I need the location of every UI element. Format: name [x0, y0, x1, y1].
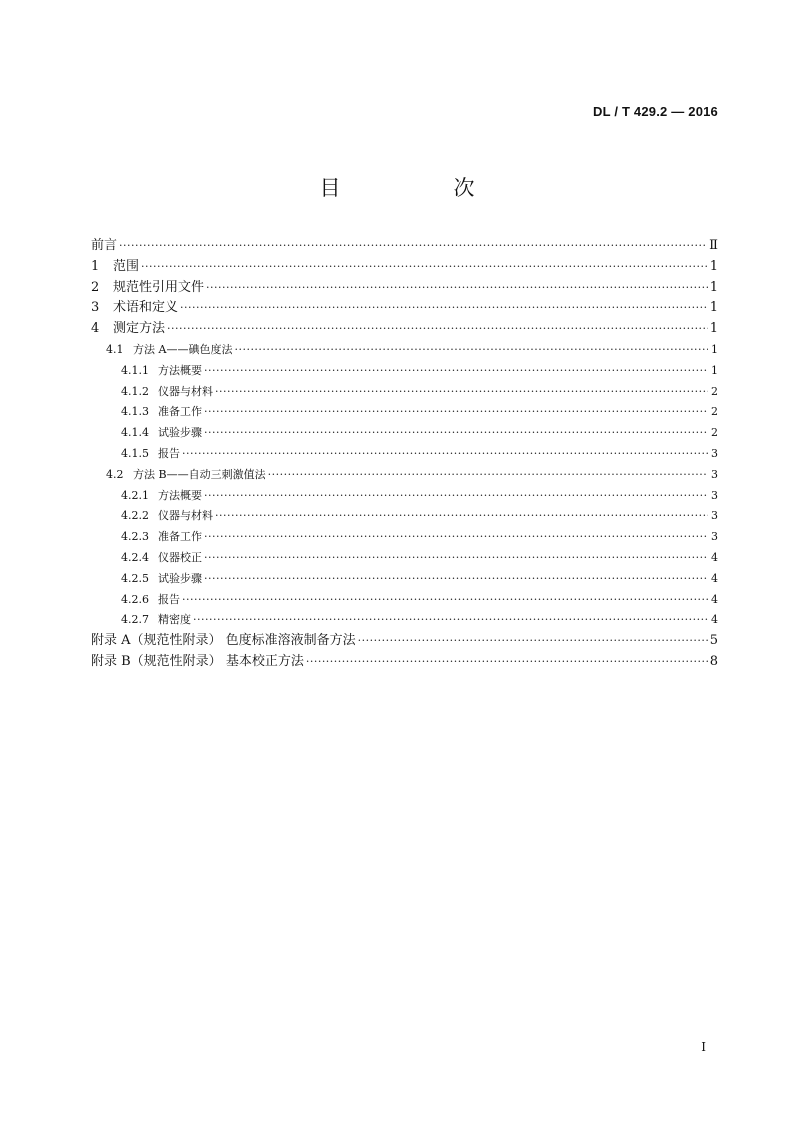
dot-leader — [204, 402, 708, 423]
toc-entry[interactable] — [91, 236, 718, 257]
toc-entry-page: 2 — [711, 426, 718, 440]
dot-leader — [204, 486, 708, 507]
dot-leader — [193, 610, 708, 631]
toc-entry-label: 方法概要 — [158, 488, 202, 502]
dot-leader — [141, 257, 708, 278]
toc-entry[interactable] — [91, 423, 718, 444]
toc-entry[interactable] — [91, 340, 718, 361]
page-number: I — [701, 1040, 706, 1054]
toc-entry[interactable] — [91, 257, 718, 278]
toc-entry-page: 1 — [709, 300, 718, 316]
dot-leader — [204, 361, 708, 382]
toc-entry-label: 仪器校正 — [158, 550, 202, 564]
toc-entry-label: 方法 B——自动三刺激值法 — [133, 467, 266, 481]
toc-entry-number: 1 — [91, 258, 100, 274]
dot-leader — [204, 423, 708, 444]
toc-entry-page: 8 — [709, 653, 718, 669]
toc-entry-label: 仪器与材料 — [158, 509, 213, 523]
toc-entry[interactable] — [91, 298, 718, 319]
toc-entry-page: 1 — [709, 279, 718, 295]
toc-entry-number: 4.2.2 — [121, 509, 149, 523]
dot-leader — [206, 278, 708, 299]
toc-entry-number: 4.1.1 — [121, 363, 149, 377]
toc-entry[interactable] — [91, 382, 718, 403]
toc-entry-label: 方法概要 — [158, 363, 202, 377]
dot-leader — [215, 382, 708, 403]
toc-entry-label: 前言 — [91, 238, 118, 253]
toc-entry-number: 4.1.4 — [121, 426, 149, 440]
toc-entry-label: 仪器与材料 — [158, 384, 213, 398]
toc-entry-label: 报告 — [158, 446, 180, 460]
toc-entry-page: 4 — [711, 550, 718, 564]
toc-entry-number: 4.2.7 — [121, 613, 149, 627]
dot-leader — [182, 444, 708, 465]
toc-entry-number: 4 — [91, 321, 100, 337]
toc-entry-number: 4.2.4 — [121, 550, 149, 564]
toc-entry-number: 4.1.5 — [121, 446, 149, 460]
toc-entry-page: 4 — [711, 613, 718, 627]
toc-entry-label: 规范性引用文件 — [113, 279, 205, 295]
toc-entry-label: 测定方法 — [113, 321, 166, 337]
toc-entry[interactable] — [91, 610, 718, 631]
toc-entry-page: 2 — [711, 384, 718, 398]
toc-entry[interactable] — [91, 402, 718, 423]
toc-entry[interactable] — [91, 548, 718, 569]
toc-entry-label: 报告 — [158, 592, 180, 606]
toc-entry-page: 1 — [709, 321, 718, 337]
toc-entry-number: 4.2.5 — [121, 571, 149, 585]
dot-leader — [182, 590, 708, 611]
table-of-contents — [91, 236, 718, 673]
dot-leader — [204, 527, 708, 548]
page-title: 目 次 — [319, 176, 521, 200]
toc-entry-page: 3 — [711, 530, 718, 544]
toc-entry-label: 范围 — [113, 258, 140, 274]
standard-code: DL / T 429.2 — 2016 — [593, 104, 718, 119]
dot-leader — [268, 465, 708, 486]
dot-leader — [306, 652, 708, 673]
dot-leader — [234, 340, 708, 361]
toc-entry-label: 准备工作 — [158, 530, 202, 544]
toc-entry[interactable] — [91, 652, 718, 673]
toc-entry-page: 4 — [711, 592, 718, 606]
toc-entry-number: 4.1.2 — [121, 384, 149, 398]
toc-entry-page: 1 — [711, 363, 718, 377]
toc-entry[interactable] — [91, 527, 718, 548]
toc-entry-label: 方法 A——碘色度法 — [133, 342, 233, 356]
dot-leader — [358, 631, 708, 652]
toc-entry-number: 4.1 — [106, 342, 124, 356]
toc-entry-page: 3 — [711, 509, 718, 523]
dot-leader — [204, 569, 708, 590]
dot-leader — [215, 506, 708, 527]
toc-entry-number: 4.2.6 — [121, 592, 149, 606]
toc-entry-page: 3 — [711, 488, 718, 502]
toc-entry-page: 5 — [709, 633, 718, 649]
toc-entry-label: 试验步骤 — [158, 571, 202, 585]
toc-entry-page: 2 — [711, 405, 718, 419]
toc-entry[interactable] — [91, 444, 718, 465]
dot-leader — [204, 548, 708, 569]
toc-entry[interactable] — [91, 590, 718, 611]
toc-entry[interactable] — [91, 631, 718, 652]
toc-entry-page: 1 — [711, 342, 718, 356]
toc-entry-number: 4.2.1 — [121, 488, 149, 502]
toc-entry[interactable] — [91, 278, 718, 299]
toc-entry-number: 2 — [91, 279, 100, 295]
toc-entry-label: 精密度 — [158, 613, 191, 627]
toc-entry-label: 术语和定义 — [113, 300, 179, 316]
toc-entry-number: 4.1.3 — [121, 405, 149, 419]
toc-entry-number: 4.2 — [106, 467, 124, 481]
toc-entry-page: 4 — [711, 571, 718, 585]
toc-entry[interactable] — [91, 486, 718, 507]
toc-entry-label: 准备工作 — [158, 405, 202, 419]
toc-entry-label: 附录 B（规范性附录） 基本校正方法 — [91, 653, 304, 669]
toc-entry-page: 3 — [711, 467, 718, 481]
toc-entry-page: Ⅱ — [709, 238, 718, 253]
toc-entry-label: 附录 A（规范性附录） 色度标准溶液制备方法 — [91, 633, 356, 649]
toc-entry-number: 4.2.3 — [121, 530, 149, 544]
toc-entry-label: 试验步骤 — [158, 426, 202, 440]
toc-entry[interactable] — [91, 506, 718, 527]
dot-leader — [119, 236, 707, 257]
toc-entry[interactable] — [91, 465, 718, 486]
dot-leader — [167, 319, 708, 340]
toc-entry[interactable] — [91, 319, 718, 340]
toc-entry-number: 3 — [91, 300, 100, 316]
toc-entry-page: 1 — [709, 258, 718, 274]
toc-entry[interactable] — [91, 361, 718, 382]
dot-leader — [180, 298, 708, 319]
toc-entry[interactable] — [91, 569, 718, 590]
toc-entry-page: 3 — [711, 446, 718, 460]
